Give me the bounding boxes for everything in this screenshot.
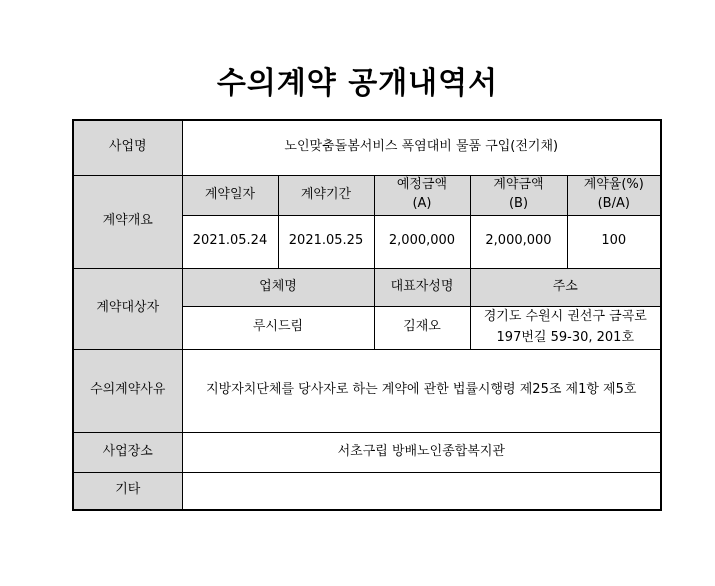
contract-rate-header bbox=[567, 175, 661, 215]
contract-rate-value: 100 bbox=[567, 215, 661, 268]
company-name-header: 업체명 bbox=[182, 268, 374, 306]
contract-overview-label: 계약개요 bbox=[73, 175, 182, 268]
location-value: 서초구립 방배노인종합복지관 bbox=[182, 432, 661, 472]
contract-disclosure-table bbox=[72, 119, 662, 511]
contract-amount-header bbox=[470, 175, 567, 215]
estimated-amount-header-line2: (A) bbox=[412, 196, 432, 211]
etc-label: 기타 bbox=[73, 472, 182, 510]
business-name-value: 노인맞춤돌봄서비스 폭염대비 물품 구입(전기채) bbox=[182, 120, 661, 175]
contract-amount-header-line2: (B) bbox=[508, 196, 529, 211]
etc-row bbox=[73, 472, 661, 510]
contract-rate-header-line2: (B/A) bbox=[597, 196, 630, 211]
representative-value: 김재오 bbox=[374, 306, 470, 349]
company-name-value: 루시드림 bbox=[182, 306, 374, 349]
etc-value bbox=[182, 472, 661, 510]
location-row bbox=[73, 432, 661, 472]
business-name-row bbox=[73, 120, 661, 175]
estimated-amount-value: 2,000,000 bbox=[374, 215, 470, 268]
contract-overview-header-row bbox=[73, 175, 661, 215]
reason-label: 수의계약사유 bbox=[73, 349, 182, 432]
contract-amount-value: 2,000,000 bbox=[470, 215, 567, 268]
address-value-line1: 경기도 수원시 권선구 금곡로 bbox=[483, 309, 647, 325]
address-header: 주소 bbox=[470, 268, 661, 306]
address-value bbox=[470, 306, 661, 349]
contract-period-value: 2021.05.25 bbox=[278, 215, 374, 268]
contract-rate-header-line1: 계약율(%) bbox=[583, 177, 644, 193]
contract-period-header: 계약기간 bbox=[278, 175, 374, 215]
reason-row bbox=[73, 349, 661, 432]
reason-value: 지방자치단체를 당사자로 하는 계약에 관한 법률시행령 제25조 제1항 제5호 bbox=[182, 349, 661, 432]
document-title: 수의계약 공개내역서 bbox=[216, 66, 499, 101]
contract-date-value: 2021.05.24 bbox=[182, 215, 278, 268]
contractor-label: 계약대상자 bbox=[73, 268, 182, 349]
contract-amount-header-line1: 계약금액 bbox=[493, 177, 544, 193]
address-value-line2: 197번길 59-30, 201호 bbox=[496, 329, 635, 345]
location-label: 사업장소 bbox=[73, 432, 182, 472]
business-name-label: 사업명 bbox=[73, 120, 182, 175]
estimated-amount-header-line1: 예정금액 bbox=[396, 177, 448, 193]
contractor-header-row bbox=[73, 268, 661, 306]
contract-date-header: 계약일자 bbox=[182, 175, 278, 215]
representative-header: 대표자성명 bbox=[374, 268, 470, 306]
estimated-amount-header bbox=[374, 175, 470, 215]
